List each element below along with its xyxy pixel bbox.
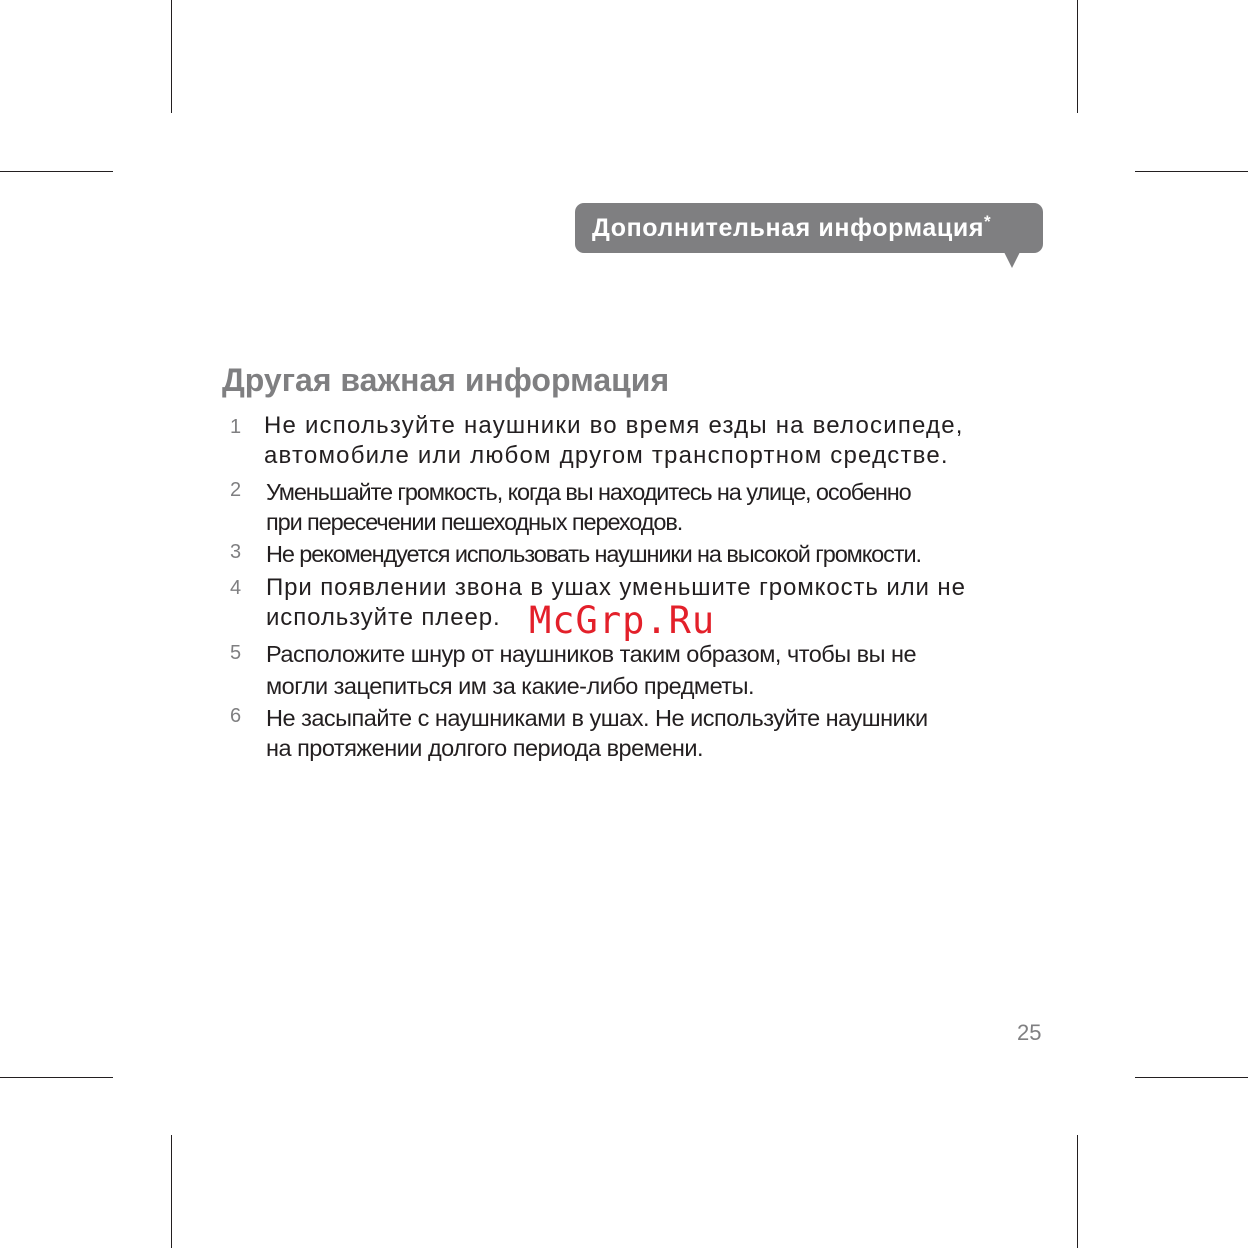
item-number: 5 [230,642,242,664]
section-tab-label: Дополнительная информация [592,214,985,242]
item-line: Не используйте наушники во время езды на велосипеде, [264,412,964,439]
item-number: 4 [230,577,242,599]
item-line: Расположите шнур от наушников таким образом, чтобы вы не [266,641,917,667]
item-line: автомобиле или любом другом транспортном средстве. [264,442,949,469]
item-line: могли зацепиться им за какие-либо предметы. [266,673,755,699]
item-number: 2 [230,479,242,501]
section-tab [575,203,1043,253]
item-text [266,539,1046,569]
item-text [266,477,1046,537]
crop-mark-bottom-right-vertical [1077,1135,1078,1248]
item-line: При появлении звона в ушах уменьшите громкость или не [266,574,966,601]
crop-mark-top-left-horizontal [0,171,113,172]
crop-mark-bottom-left-horizontal [0,1077,113,1078]
section-heading: Другая важная информация [222,362,670,398]
section-tab-marker: * [984,212,992,231]
item-text [266,638,1046,702]
watermark-text: McGrp.Ru [529,599,716,642]
item-number: 3 [230,541,242,563]
item-line: на протяжении долгого периода времени. [266,735,704,761]
page-number: 25 [1017,1020,1042,1045]
item-line: Не засыпайте с наушниками в ушах. Не используйте наушники [266,705,928,731]
item-line: Уменьшайте громкость, когда вы находитесь на улице, особенно [266,479,911,505]
item-number: 6 [230,705,242,727]
crop-mark-bottom-left-vertical [171,1135,172,1248]
crop-mark-top-right-horizontal [1135,171,1248,172]
crop-mark-top-right-vertical [1077,0,1078,113]
item-number: 1 [230,416,242,438]
section-tab-pointer [1004,252,1020,268]
item-text [264,411,1044,471]
item-line: Не рекомендуется использовать наушники на высокой громкости. [266,541,921,567]
item-line: используйте плеер. [266,604,501,631]
item-text [266,703,1046,763]
crop-mark-top-left-vertical [171,0,172,113]
item-line: при пересечении пешеходных переходов. [266,509,683,535]
crop-mark-bottom-right-horizontal [1135,1077,1248,1078]
